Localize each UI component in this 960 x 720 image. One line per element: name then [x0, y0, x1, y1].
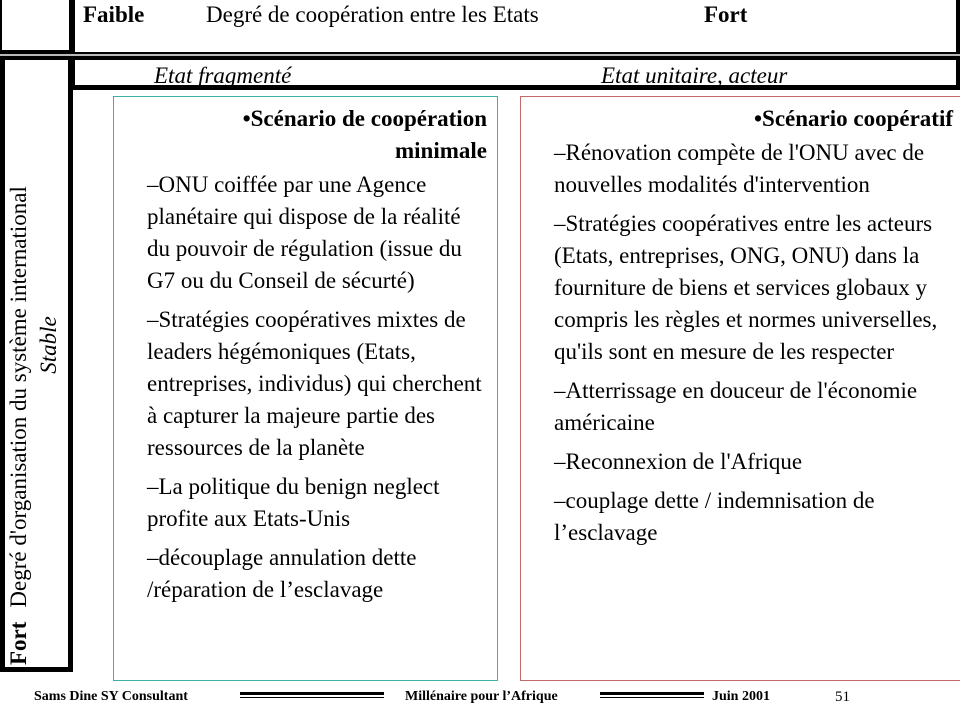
scenario-item: –Rénovation compète de l'ONU avec de nouvelles modalités d'intervention	[554, 140, 925, 197]
organization-axis-label	[4, 65, 68, 665]
footer-rule	[600, 692, 704, 698]
organization-level-label: Fort	[6, 621, 31, 665]
scenario-item: –Atterrissage en douceur de l'économie américaine	[554, 378, 918, 435]
scenario-title: •Scénario coopératif	[753, 106, 953, 131]
organization-axis-title: Degré d'organisation du système international	[6, 186, 31, 608]
footer-page-number: 51	[835, 689, 850, 705]
organization-axis-title-line	[4, 65, 34, 665]
footer-author: Sams Dine SY Consultant	[34, 689, 188, 704]
scenario-item: –ONU coiffée par une Agence planétaire qui dispose de la réalité du pouvoir de régulation (issue du G7 ou du Conseil de sécurté)	[147, 172, 462, 293]
state-unitary-label: Etat unitaire, acteur	[601, 63, 788, 88]
scenario-item: –La politique du benign neglect profite aux Etats-Unis	[147, 474, 440, 531]
scenario-title: •Scénario de coopération minimale	[242, 106, 487, 163]
scenario-minimal-cooperation-box	[113, 96, 498, 681]
scenario-item: –découplage annulation dette /réparation de l’esclavage	[147, 545, 417, 602]
cooperation-axis-title: Degré de coopération entre les Etats	[206, 2, 539, 27]
scenario-item: –Stratégies coopératives mixtes de leaders hégémoniques (Etats, entreprises, individus) qui cherchent à capturer la majeure partie des ressources de la planète	[147, 307, 482, 460]
header-corner-cell	[0, 0, 74, 52]
organization-axis-subtitle: Stable	[36, 316, 61, 374]
scenario-item: –Stratégies coopératives entre les acteurs (Etats, entreprises, ONG, ONU) dans la fourniture de biens et services globaux y compris les règles et normes universelles, qu'ils sont en mesure de les respecter	[554, 211, 938, 364]
cooperation-high-label: Fort	[704, 2, 748, 27]
state-fragmented-label: Etat fragmenté	[154, 63, 292, 88]
scenario-cooperative-box	[520, 96, 960, 681]
scenario-item: –Reconnexion de l'Afrique	[554, 449, 803, 474]
footer-project: Millénaire pour l’Afrique	[405, 689, 558, 704]
footer-rule	[240, 692, 384, 698]
footer-date: Juin 2001	[712, 689, 770, 704]
cooperation-low-label: Faible	[83, 2, 145, 27]
scenario-item: –couplage dette / indemnisation de l’esclavage	[554, 488, 875, 545]
